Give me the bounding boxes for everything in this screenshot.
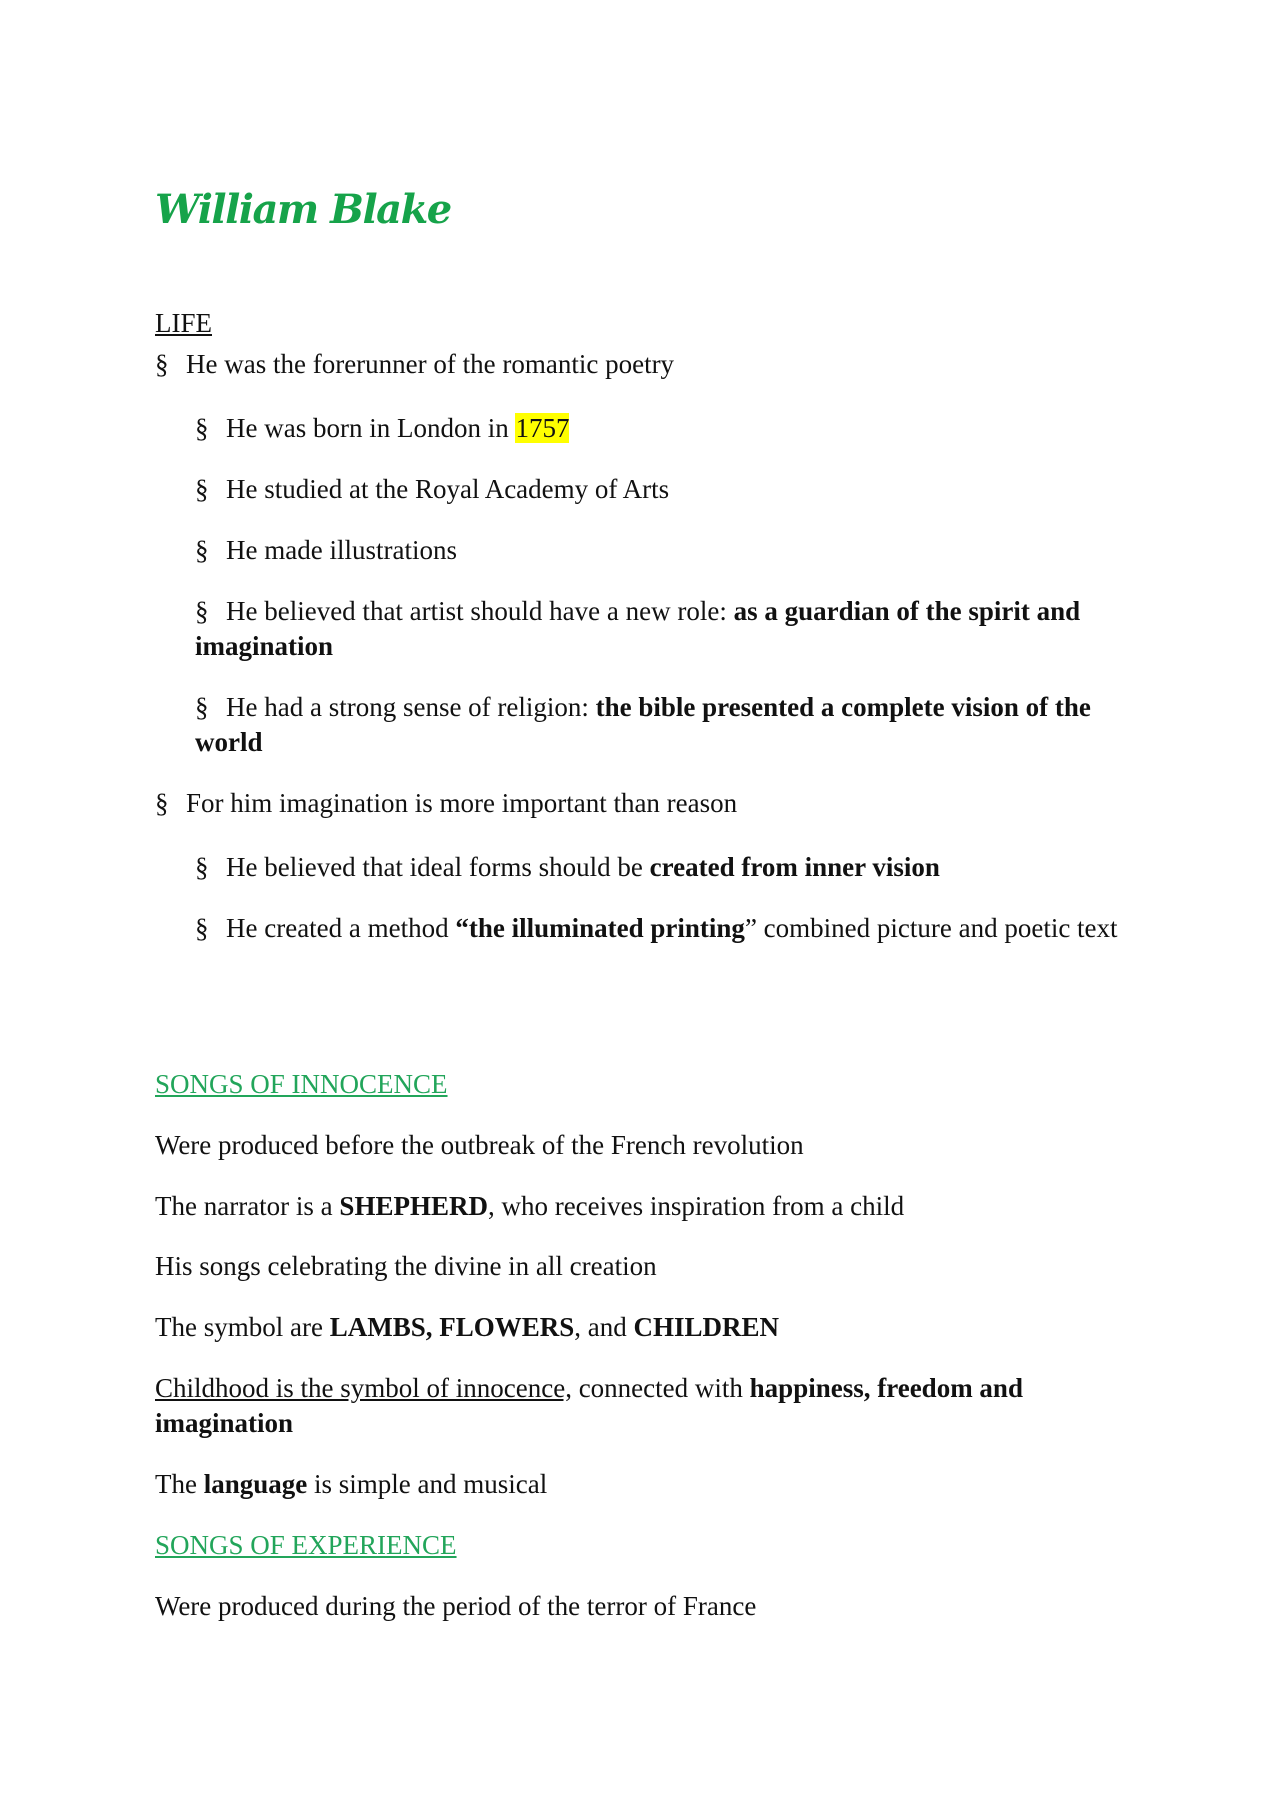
document-title: William Blake (155, 186, 451, 233)
innocence-language: The language is simple and musical (155, 1469, 548, 1499)
life-subpoint-ideal-forms: § He believed that ideal forms should be created from inner vision (195, 850, 1145, 885)
section-bullet: § (195, 852, 209, 882)
section-bullet: § (195, 596, 209, 626)
innocence-narrator: The narrator is a SHEPHERD, who receives inspiration from a child (155, 1191, 905, 1221)
innocence-childhood: Childhood is the symbol of innocence, connected with happiness, freedom and imagination (155, 1373, 1023, 1438)
innocence-songs: His songs celebrating the divine in all creation (155, 1251, 657, 1281)
life-subpoint-born: § He was born in London in 1757 (195, 411, 1145, 446)
section-bullet: § (195, 413, 209, 443)
section-bullet: § (155, 788, 169, 818)
section-bullet: § (155, 349, 169, 379)
life-subpoint-artist-role: § He believed that artist should have a new role: as a guardian of the spirit and imagination (195, 596, 1081, 661)
life-subpoint-illustrations: § He made illustrations (195, 533, 1145, 568)
section-bullet: § (195, 474, 209, 504)
section-bullet: § (195, 913, 209, 943)
section-bullet: § (195, 535, 209, 565)
section-bullet: § (195, 692, 209, 722)
life-subpoint-studied: § He studied at the Royal Academy of Arts (195, 472, 1145, 507)
innocence-symbols: The symbol are LAMBS, FLOWERS, and CHILDREN (155, 1312, 780, 1342)
innocence-produced: Were produced before the outbreak of the French revolution (155, 1130, 804, 1160)
life-heading: LIFE (155, 308, 212, 338)
experience-produced: Were produced during the period of the terror of France (155, 1591, 757, 1621)
highlighted-year: 1757 (515, 413, 570, 443)
innocence-heading: SONGS OF INNOCENCE (155, 1069, 448, 1099)
life-point-imagination: § For him imagination is more important than reason (155, 786, 737, 821)
life-point-forerunner: § He was the forerunner of the romantic poetry (155, 347, 674, 382)
life-subpoint-method: § He created a method “the illuminated printing” combined picture and poetic text (195, 911, 1145, 946)
life-subpoint-religion: § He had a strong sense of religion: the bible presented a complete vision of the world (195, 692, 1091, 757)
experience-heading: SONGS OF EXPERIENCE (155, 1530, 457, 1560)
